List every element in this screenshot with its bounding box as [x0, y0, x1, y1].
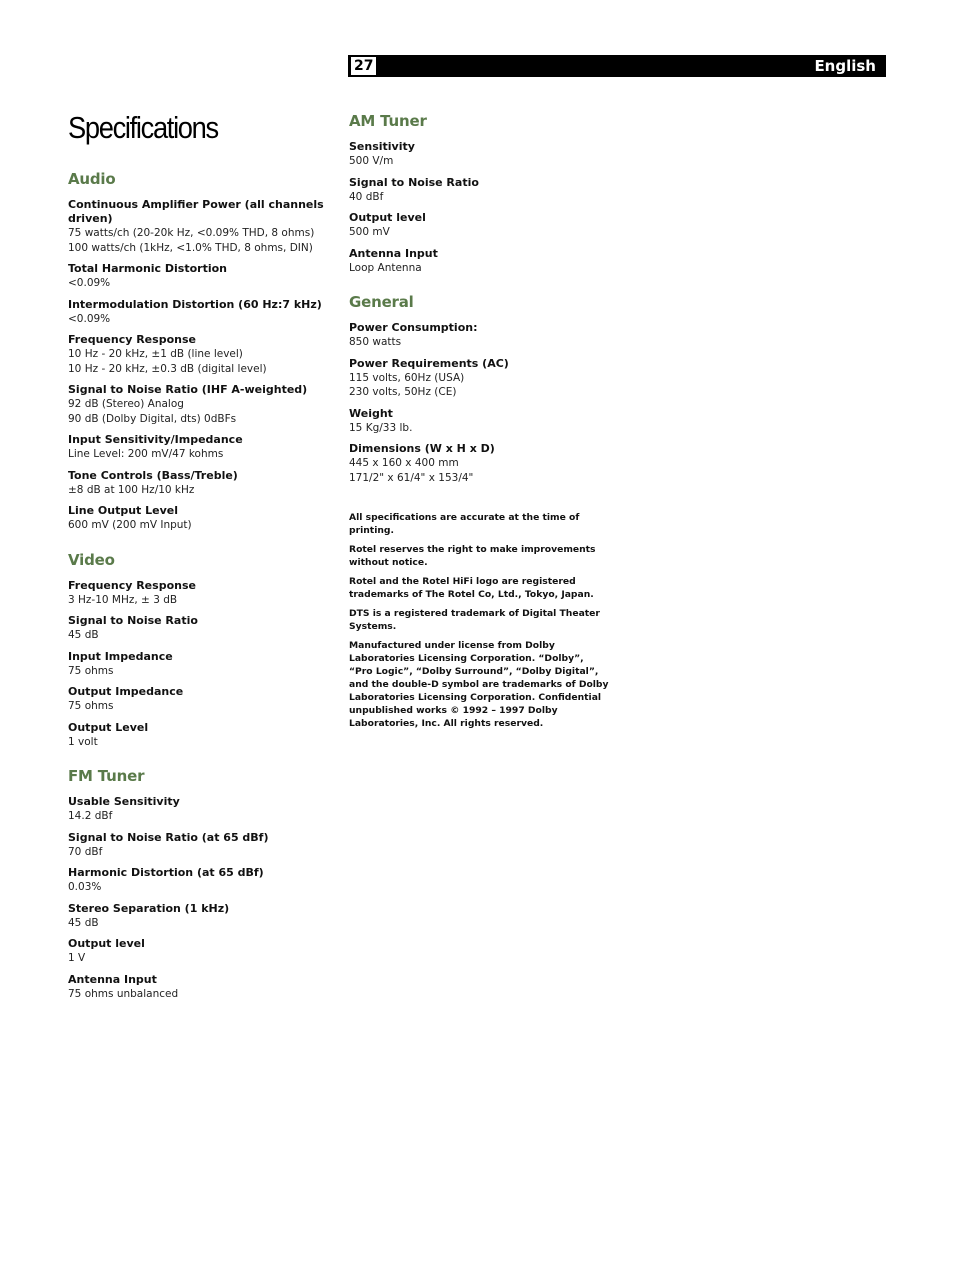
- spec-label: Output level: [349, 211, 426, 224]
- legal-note: All specifications are accurate at the time of printing.: [349, 512, 580, 536]
- spec-value: 1 V: [68, 952, 86, 964]
- spec-label: Intermodulation Distortion (60 Hz:7 kHz): [68, 297, 322, 311]
- spec-label: Harmonic Distortion (at 65 dBf): [68, 866, 264, 879]
- spec-value: 15 Kg/33 lb.: [349, 421, 413, 434]
- spec-label: Usable Sensitivity: [68, 795, 180, 808]
- legal-note: Rotel and the Rotel HiFi logo are registered trademarks of The Rotel Co, Ltd., Tokyo, Japan.: [349, 576, 594, 600]
- spec-value: <0.09%: [68, 277, 111, 289]
- spec-item: [68, 973, 338, 1002]
- spec-value: 45 dB: [68, 916, 99, 929]
- section-heading: AM Tuner: [349, 112, 427, 130]
- spec-label: Antenna Input: [349, 246, 438, 260]
- spec-value: 90 dB (Dolby Digital, dts) 0dBFs: [68, 412, 237, 425]
- spec-value: 850 watts: [349, 336, 402, 348]
- spec-value: 500 mV: [349, 226, 390, 238]
- spec-label: Signal to Noise Ratio (IHF A-weighted): [68, 383, 308, 396]
- spec-value: 75 ohms unbalanced: [68, 987, 179, 1000]
- spec-item: [68, 383, 338, 426]
- spec-label: Continuous Amplifier Power (all channels driven): [68, 198, 324, 225]
- spec-label: Tone Controls (Bass/Treble): [68, 468, 238, 482]
- spec-item: [68, 579, 338, 608]
- legal-notes: [349, 511, 609, 730]
- spec-value: ±8 dB at 100 Hz/10 kHz: [68, 483, 195, 496]
- spec-value: 100 watts/ch (1kHz, <1.0% THD, 8 ohms, DIN): [68, 241, 313, 254]
- spec-item: [68, 433, 338, 462]
- spec-value: 14.2 dBf: [68, 810, 113, 822]
- spec-value: Loop Antenna: [349, 261, 422, 274]
- spec-label: Input Impedance: [68, 649, 173, 663]
- spec-item: [68, 262, 338, 291]
- spec-label: Output level: [68, 937, 145, 950]
- spec-label: Signal to Noise Ratio: [68, 614, 198, 627]
- spec-value: 600 mV (200 mV Input): [68, 519, 192, 531]
- spec-value: 70 dBf: [68, 845, 103, 858]
- spec-label: Antenna Input: [68, 972, 157, 986]
- spec-item: [349, 357, 609, 400]
- spec-value: <0.09%: [68, 312, 111, 325]
- section-fm-tuner: [68, 767, 338, 1001]
- spec-value: 40 dBf: [349, 190, 384, 203]
- legal-note: Manufactured under license from Dolby Laboratories Licensing Corporation. “Dolby”, “Pro Logic”, “Dolby Surround”, “Dolby Digital”, and the double-D symbol are trademarks of Dolby Laboratories Licensing Corporation. Confidential unpublished works © 1992 – 1997 Dolby Laboratories, Inc. All rights reserved.: [349, 640, 609, 729]
- spec-item: [349, 176, 609, 205]
- spec-item: [68, 298, 338, 327]
- spec-value: 75 ohms: [68, 664, 114, 677]
- spec-item: [68, 504, 338, 533]
- page-number: 27: [350, 56, 377, 76]
- spec-label: Signal to Noise Ratio (at 65 dBf): [68, 830, 269, 844]
- spec-item: [349, 407, 609, 436]
- spec-value: 45 dB: [68, 629, 99, 641]
- spec-label: Dimensions (W x H x D): [349, 442, 495, 455]
- spec-value: 3 Hz-10 MHz, ± 3 dB: [68, 593, 178, 606]
- section-audio: [68, 170, 338, 533]
- spec-value: 1 volt: [68, 735, 98, 748]
- spec-item: [349, 247, 609, 276]
- spec-item: [68, 469, 338, 498]
- language-label: English: [814, 57, 876, 75]
- spec-item: [68, 721, 338, 750]
- spec-label: Total Harmonic Distortion: [68, 262, 228, 275]
- spec-value: 500 V/m: [349, 155, 394, 167]
- spec-label: Power Consumption:: [349, 321, 478, 334]
- spec-value: 445 x 160 x 400 mm: [349, 457, 459, 469]
- right-sections: [349, 112, 609, 485]
- spec-label: Signal to Noise Ratio: [349, 175, 479, 189]
- spec-item: [349, 442, 609, 485]
- section-heading: Audio: [68, 170, 116, 188]
- spec-label: Power Requirements (AC): [349, 356, 509, 370]
- spec-item: [68, 650, 338, 679]
- spec-item: [68, 831, 338, 860]
- spec-value: 171/2" x 61/4" x 153/4": [349, 471, 474, 484]
- spec-value: 115 volts, 60Hz (USA): [349, 371, 465, 384]
- left-column: [68, 170, 338, 1019]
- section-general: [349, 293, 609, 485]
- spec-value: 0.03%: [68, 881, 102, 893]
- spec-label: Output Impedance: [68, 685, 184, 698]
- spec-item: [68, 866, 338, 895]
- spec-value: Line Level: 200 mV/47 kohms: [68, 448, 224, 460]
- spec-item: [68, 902, 338, 931]
- page-title: Specifications: [68, 110, 218, 145]
- spec-value: 10 Hz - 20 kHz, ±1 dB (line level): [68, 348, 243, 360]
- spec-item: [68, 685, 338, 714]
- spec-item: [68, 333, 338, 376]
- spec-label: Output Level: [68, 720, 149, 734]
- spec-value: 75 ohms: [68, 700, 114, 712]
- spec-label: Frequency Response: [68, 333, 196, 346]
- legal-note: Rotel reserves the right to make improvements without notice.: [349, 544, 596, 568]
- section-video: [68, 551, 338, 750]
- spec-value: 92 dB (Stereo) Analog: [68, 398, 184, 410]
- spec-label: Frequency Response: [68, 578, 196, 592]
- spec-item: [68, 198, 338, 255]
- spec-item: [349, 211, 609, 240]
- spec-value: 75 watts/ch (20-20k Hz, <0.09% THD, 8 ohms): [68, 227, 315, 239]
- spec-label: Weight: [349, 406, 393, 420]
- spec-label: Sensitivity: [349, 140, 415, 153]
- section-heading: FM Tuner: [68, 767, 145, 785]
- section-heading: Video: [68, 550, 115, 569]
- spec-item: [68, 795, 338, 824]
- spec-label: Line Output Level: [68, 504, 179, 517]
- spec-value: 230 volts, 50Hz (CE): [349, 386, 457, 398]
- section-heading: General: [349, 293, 414, 311]
- page-header-bar: [348, 55, 886, 77]
- section-am-tuner: [349, 112, 609, 275]
- spec-value: 10 Hz - 20 kHz, ±0.3 dB (digital level): [68, 362, 267, 375]
- spec-label: Stereo Separation (1 kHz): [68, 901, 230, 915]
- legal-note: DTS is a registered trademark of Digital Theater Systems.: [349, 608, 600, 632]
- spec-item: [349, 321, 609, 350]
- spec-item: [349, 140, 609, 169]
- spec-item: [68, 937, 338, 966]
- spec-item: [68, 614, 338, 643]
- right-column: [349, 112, 609, 736]
- spec-label: Input Sensitivity/Impedance: [68, 433, 243, 446]
